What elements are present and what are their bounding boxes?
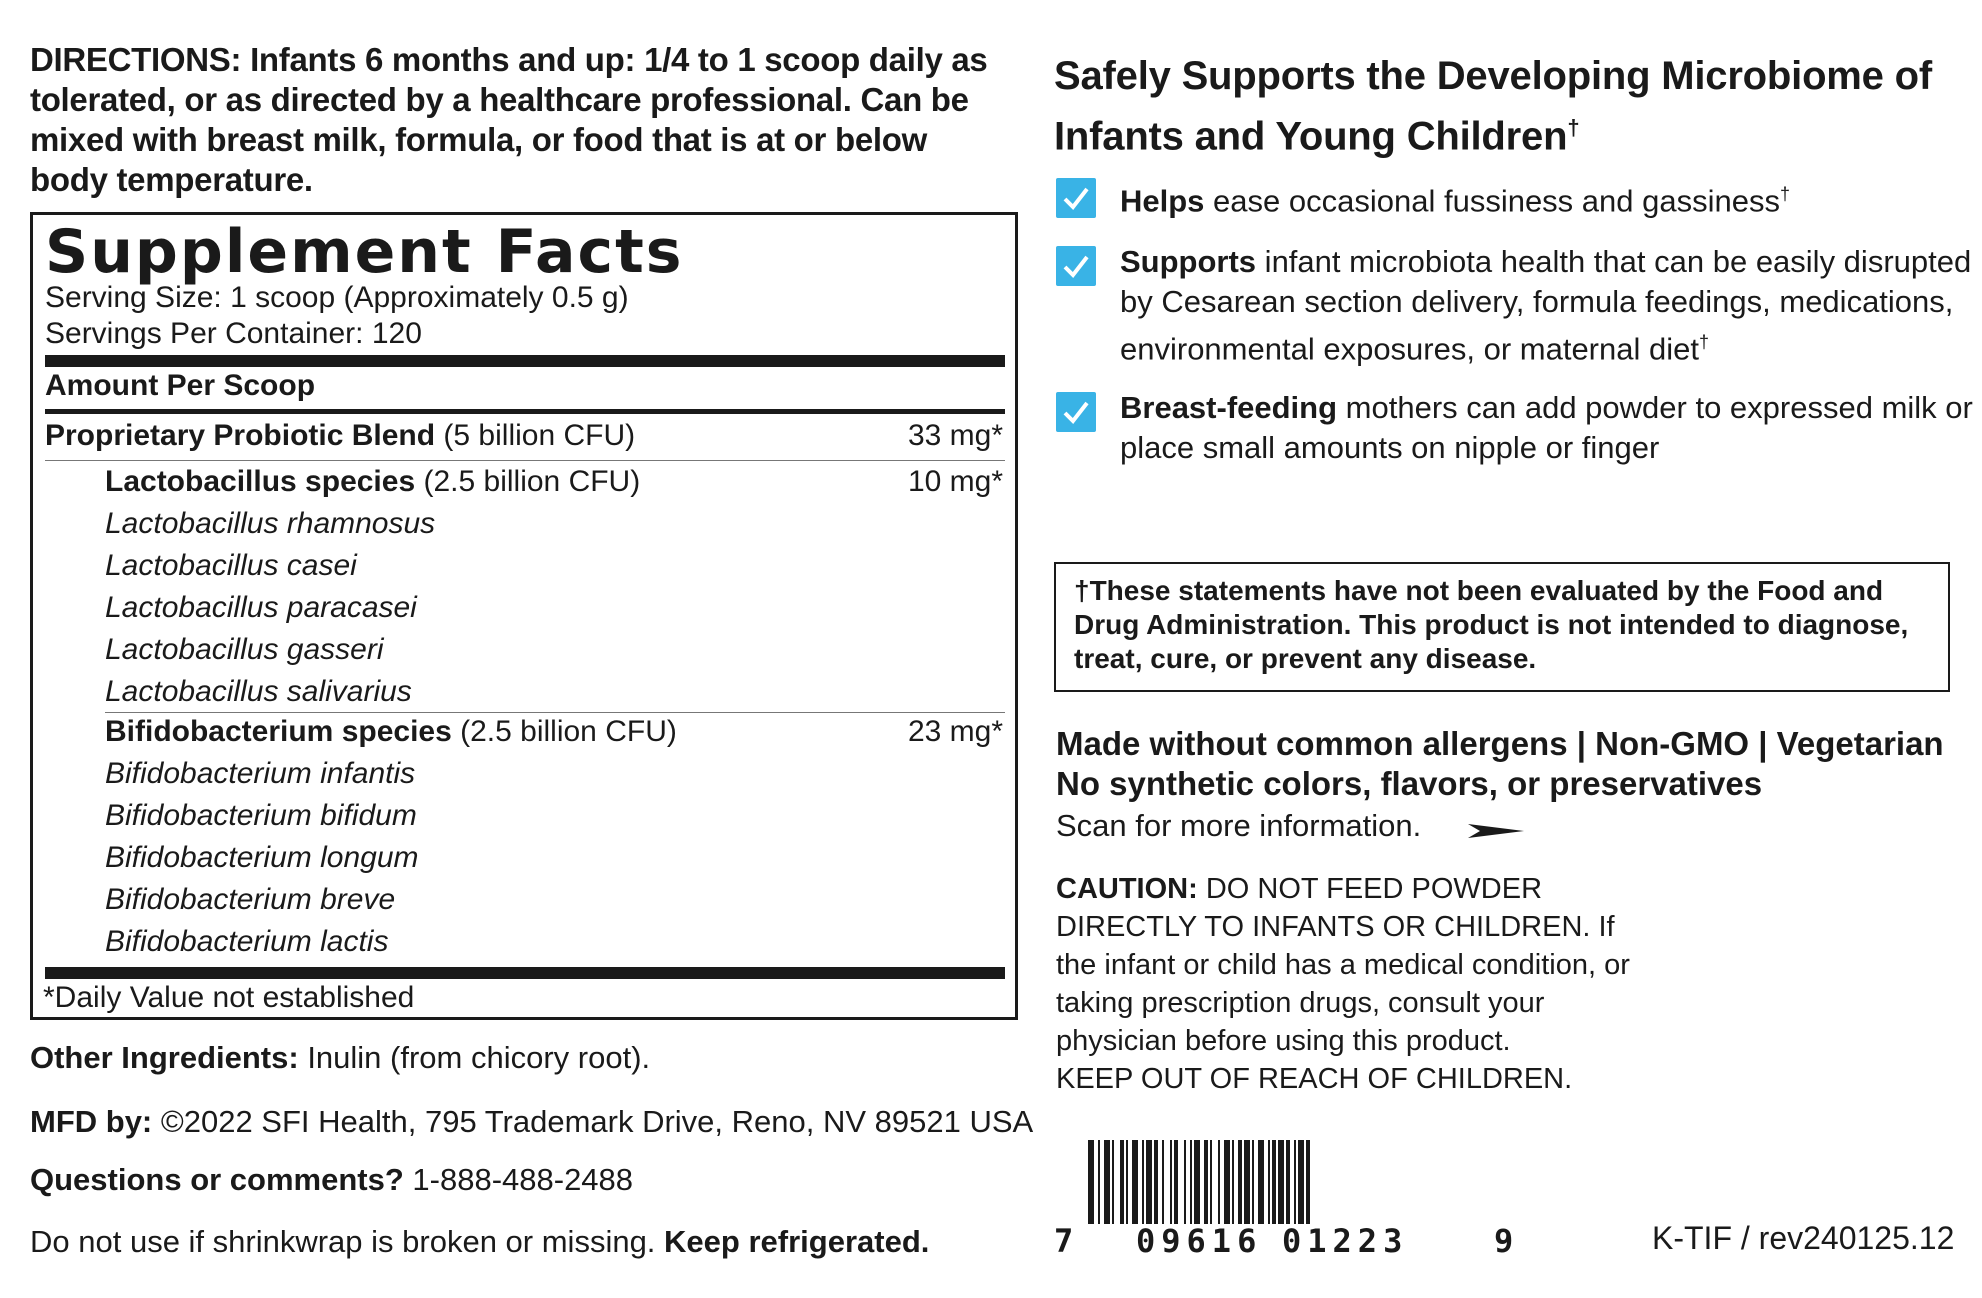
headline-dagger: † <box>1567 115 1580 140</box>
barcode-image <box>1088 1140 1484 1224</box>
species-item: Bifidobacterium breve <box>105 883 396 916</box>
thick-rule <box>45 967 1005 979</box>
group-cfu: (2.5 billion CFU) <box>423 465 641 498</box>
other-ingredients-value: Inulin (from chicory root). <box>298 1040 651 1075</box>
mfd-by-label: MFD by: <box>30 1104 153 1139</box>
serving-size: Serving Size: 1 scoop (Approximately 0.5 g) <box>45 281 629 314</box>
benefit-body: infant microbiota health that can be easily disrupted by Cesarean section delivery, formula feedings, medications, environmental exposures, or maternal diet <box>1120 244 1972 367</box>
barcode-lead-digit: 7 <box>1054 1222 1074 1260</box>
claims-line-1: Made without common allergens | Non-GMO | Vegetarian <box>1056 725 1944 762</box>
daily-value-footnote: *Daily Value not established <box>43 981 415 1014</box>
product-claims <box>1056 724 1956 804</box>
questions-line <box>30 1162 633 1198</box>
headline-line-1: Safely Supports the Developing Microbiome of <box>1054 54 1932 98</box>
benefit-bold: Supports <box>1120 244 1257 279</box>
species-item: Lactobacillus casei <box>105 549 357 582</box>
group-cfu: (2.5 billion CFU) <box>460 715 677 748</box>
benefit-dagger: † <box>1698 332 1709 352</box>
headline-line-2-text: Infants and Young Children <box>1054 114 1568 159</box>
barcode-right-digits: 01223 <box>1282 1222 1409 1260</box>
benefit-body: mothers can add powder to expressed milk or place small amounts on nipple or finger <box>1120 390 1973 465</box>
amount-per-scoop-header: Amount Per Scoop <box>45 369 316 402</box>
benefit-dagger: † <box>1779 184 1790 204</box>
directions-text: DIRECTIONS: Infants 6 months and up: 1/4 to 1 scoop daily as tolerated, or as directed by a healthcare professional. Can be mixed with breast milk, formula, or food that is at or below body temperature. <box>30 41 988 198</box>
benefit-text <box>1120 242 1980 369</box>
blend-name: Proprietary Probiotic Blend <box>45 419 436 452</box>
check-icon <box>1056 178 1096 218</box>
benefit-text <box>1120 388 1980 468</box>
mfd-by-value: ©2022 SFI Health, 795 Trademark Drive, Reno, NV 89521 USA <box>152 1104 1034 1139</box>
keep-out-of-reach: KEEP OUT OF REACH OF CHILDREN. <box>1056 1063 1573 1095</box>
shrinkwrap-warning: Do not use if shrinkwrap is broken or missing. <box>30 1224 665 1259</box>
species-item: Bifidobacterium bifidum <box>105 799 417 832</box>
benefit-text <box>1120 174 1980 221</box>
questions-label: Questions or comments? <box>30 1162 404 1197</box>
caution-label: CAUTION: <box>1056 873 1198 905</box>
thin-rule <box>45 460 1005 461</box>
species-item: Bifidobacterium lactis <box>105 925 389 958</box>
caution-block <box>1056 870 1656 1098</box>
servings-per-container: Servings Per Container: 120 <box>45 317 422 350</box>
group-amount: 23 mg* <box>907 715 1003 748</box>
revision-code: K-TIF / rev240125.12 <box>1652 1220 1955 1256</box>
species-item: Bifidobacterium longum <box>105 841 419 874</box>
medium-rule <box>45 409 1005 414</box>
species-item: Lactobacillus salivarius <box>105 675 412 708</box>
other-ingredients-label: Other Ingredients: <box>30 1040 299 1075</box>
blend-row <box>45 419 635 453</box>
thin-rule <box>105 712 1005 713</box>
species-item: Lactobacillus gasseri <box>105 633 384 666</box>
supplement-facts-title: Supplement Facts <box>45 217 684 287</box>
claims-line-2: No synthetic colors, flavors, or preservatives <box>1056 765 1763 802</box>
check-icon <box>1056 246 1096 286</box>
group-name: Bifidobacterium species <box>105 715 452 748</box>
headline <box>1054 50 1954 162</box>
manufacturer-line <box>30 1104 1033 1140</box>
keep-refrigerated: Keep refrigerated. <box>664 1224 930 1259</box>
blend-amount: 33 mg* <box>907 419 1003 452</box>
caution-text: DO NOT FEED POWDER DIRECTLY TO INFANTS OR CHILDREN. If the infant or child has a medical condition, or taking prescription drugs, consult your physician before using this product. <box>1056 873 1630 1057</box>
arrow-right-icon <box>1468 820 1524 842</box>
scan-text: Scan for more information. <box>1056 808 1422 843</box>
check-icon <box>1056 392 1096 432</box>
headline-line-2 <box>1054 102 1954 162</box>
supplement-facts-panel <box>30 212 1018 1020</box>
questions-phone: 1-888-488-2488 <box>403 1162 634 1197</box>
other-ingredients <box>30 1040 650 1076</box>
group-row-bifidobacterium <box>105 715 677 749</box>
species-item: Lactobacillus paracasei <box>105 591 417 624</box>
group-row-lactobacillus <box>105 465 640 499</box>
thick-rule <box>45 355 1005 367</box>
benefit-bold: Helps <box>1120 183 1205 219</box>
benefit-body: ease occasional fussiness and gassiness <box>1204 183 1780 219</box>
species-item: Lactobacillus rhamnosus <box>105 507 436 540</box>
species-item: Bifidobacterium infantis <box>105 757 416 790</box>
group-amount: 10 mg* <box>907 465 1003 498</box>
storage-line <box>30 1224 929 1260</box>
group-name: Lactobacillus species <box>105 465 416 498</box>
fda-disclaimer: †These statements have not been evaluated by the Food and Drug Administration. This product is not intended to diagnose, treat, cure, or prevent any disease. <box>1054 562 1950 692</box>
blend-cfu: (5 billion CFU) <box>443 419 636 452</box>
barcode-left-digits: 09616 <box>1136 1222 1263 1260</box>
barcode-check-digit: 9 <box>1494 1222 1514 1260</box>
benefit-bold: Breast-feeding <box>1120 390 1338 425</box>
